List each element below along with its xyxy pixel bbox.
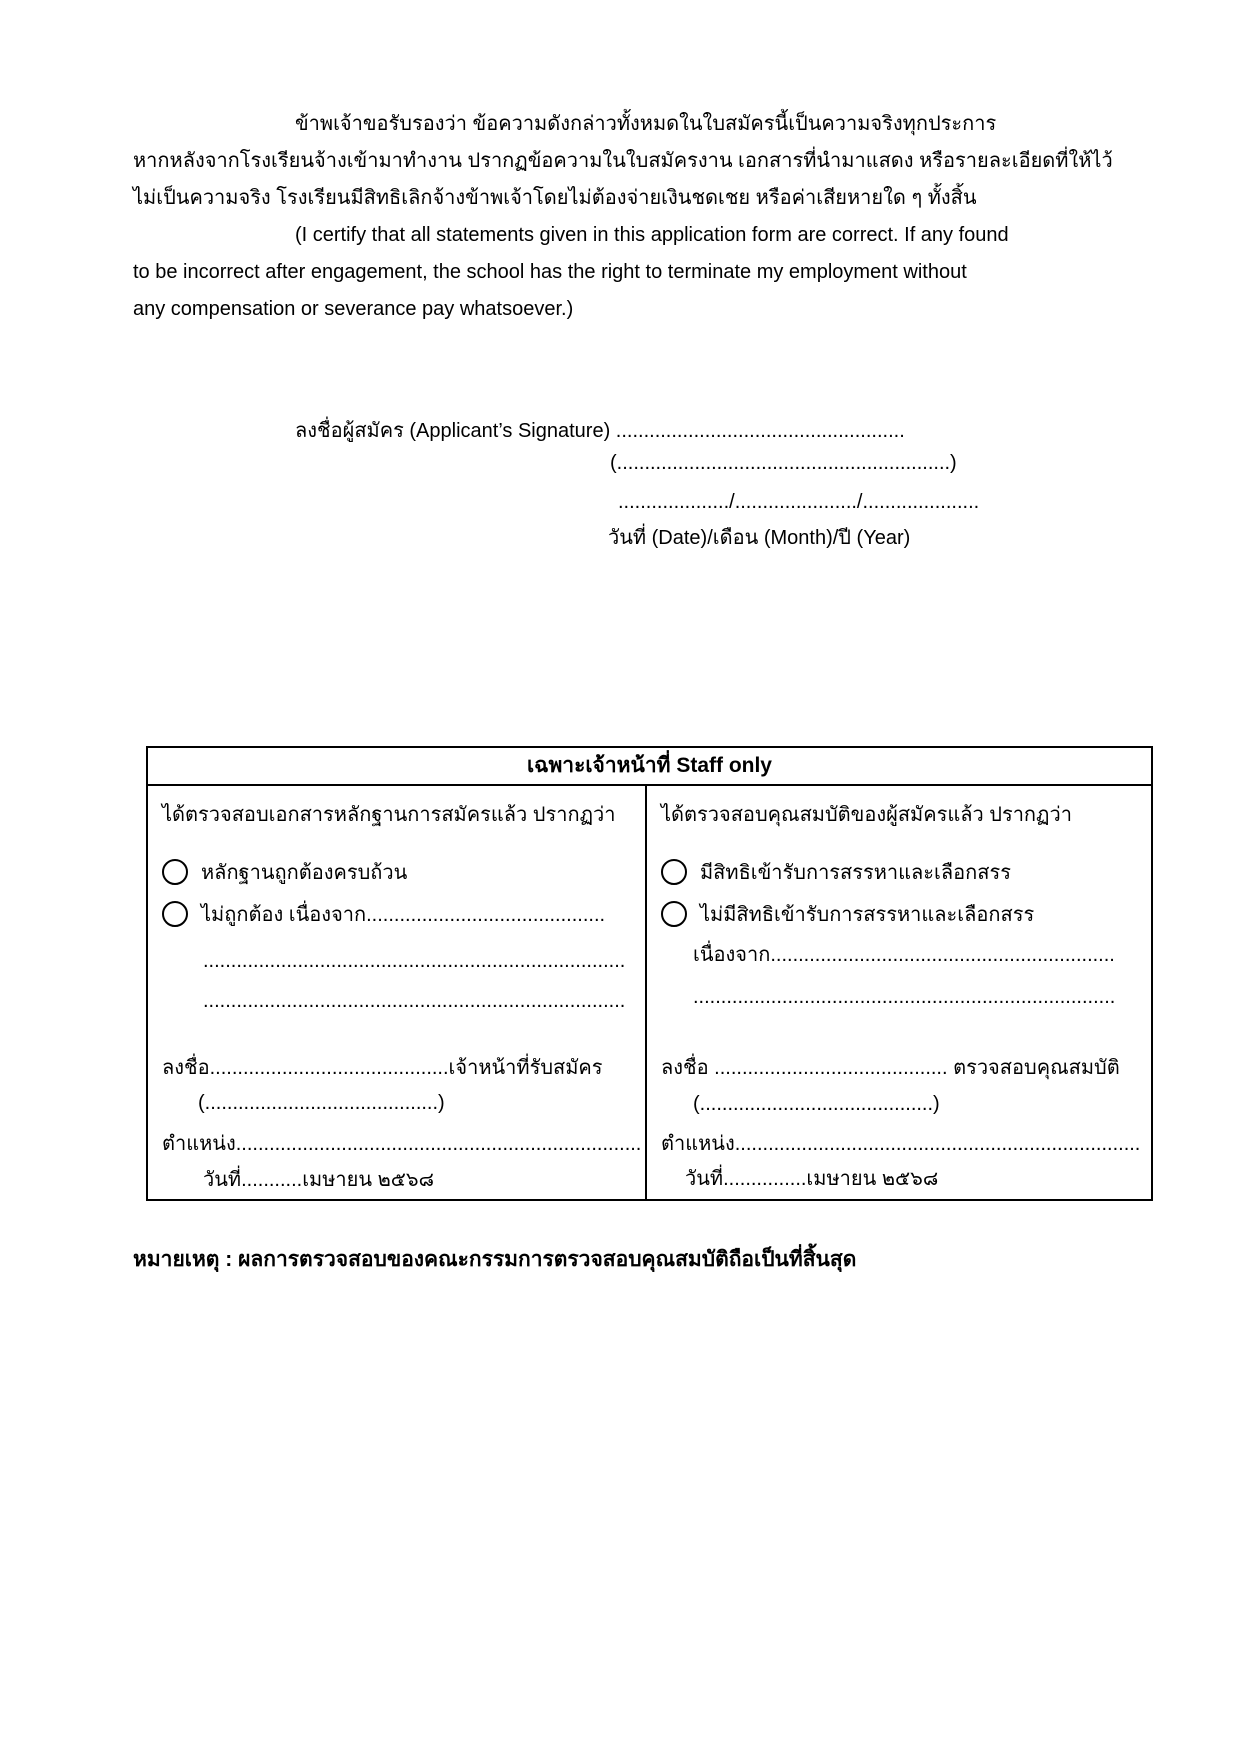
qualification-check-heading: ได้ตรวจสอบคุณสมบัติของผู้สมัครแล้ว ปรากฏว่า — [661, 804, 1072, 826]
certification-english-line2: to be incorrect after engagement, the school has the right to terminate my employment without — [133, 261, 967, 283]
recruiter-position-line: ตำแหน่ง......................................................................... — [162, 1133, 642, 1155]
applicant-signature-line: ลงชื่อผู้สมัคร (Applicant’s Signature) .................................................... — [295, 420, 905, 442]
footer-note: หมายเหตุ : ผลการตรวจสอบของคณะกรรมการตรวจสอบคุณสมบัติถือเป็นที่สิ้นสุด — [133, 1248, 857, 1271]
recruiter-date-line: วันที่...........เมษายน ๒๕๖๘ — [203, 1169, 435, 1191]
radio-evidence-incorrect-icon[interactable] — [162, 901, 188, 927]
option-evidence-incorrect-label: ไม่ถูกต้อง เนื่องจาก........................................... — [201, 904, 606, 926]
staff-only-title: เฉพาะเจ้าหน้าที่ Staff only — [148, 748, 1151, 786]
certification-english-line3: any compensation or severance pay whatsoever.) — [133, 298, 574, 320]
certification-thai-line1: ข้าพเจ้าขอรับรองว่า ข้อความดังกล่าวทั้งหมดในใบสมัครนี้เป็นความจริงทุกประการ — [295, 113, 997, 135]
option-not-eligible-label: ไม่มีสิทธิเข้ารับการสรรหาและเลือกสรร — [700, 904, 1035, 926]
certification-english-line1: (I certify that all statements given in this application form are correct. If any found — [295, 224, 1009, 246]
signature-date-caption: วันที่ (Date)/เดือน (Month)/ปี (Year) — [608, 527, 911, 549]
qualification-checker-signature-line: ลงชื่อ .......................................... ตรวจสอบคุณสมบัติ — [661, 1057, 1120, 1079]
qualification-checker-printed-name-line: (..........................................) — [693, 1093, 940, 1115]
option-eligible — [661, 856, 1011, 888]
certification-thai-line3: ไม่เป็นความจริง โรงเรียนมีสิทธิเลิกจ้างข้าพเจ้าโดยไม่ต้องจ่ายเงินชดเชย หรือค่าเสียหายใด ๆ ทั้งสิ้น — [133, 187, 977, 209]
qualification-checker-date-line: วันที่...............เมษายน ๒๕๖๘ — [685, 1168, 939, 1190]
document-check-heading: ได้ตรวจสอบเอกสารหลักฐานการสมัครแล้ว ปรากฏว่า — [162, 804, 616, 826]
document-check-column — [148, 786, 647, 1199]
reason-fill-line: ............................................................................ — [203, 950, 626, 972]
option-evidence-incorrect — [162, 898, 605, 930]
qualification-check-column — [647, 786, 1151, 1199]
option-evidence-correct — [162, 856, 407, 888]
certification-thai-line2: หากหลังจากโรงเรียนจ้างเข้ามาทำงาน ปรากฏข้อความในใบสมัครงาน เอกสารที่นำมาแสดง หรือรายละเอียดที่ให้ไว้ — [133, 150, 1113, 172]
radio-eligible-icon[interactable] — [661, 859, 687, 885]
signature-date-fill-line: ..................../....................../..................... — [618, 491, 980, 513]
staff-only-section — [146, 746, 1153, 1201]
option-not-eligible — [661, 898, 1034, 930]
certification-statement — [133, 106, 1143, 328]
not-eligible-reason-line: เนื่องจาก.............................................................. — [693, 944, 1115, 966]
recruiter-printed-name-line: (..........................................) — [198, 1092, 445, 1114]
recruiter-signature-line: ลงชื่อ...........................................เจ้าหน้าที่รับสมัคร — [162, 1057, 603, 1079]
radio-not-eligible-icon[interactable] — [661, 901, 687, 927]
applicant-printed-name-line: (............................................................) — [610, 452, 957, 474]
radio-evidence-correct-icon[interactable] — [162, 859, 188, 885]
reason-fill-line: ............................................................................ — [203, 990, 626, 1012]
qualification-checker-position-line: ตำแหน่ง......................................................................... — [661, 1133, 1141, 1155]
option-evidence-correct-label: หลักฐานถูกต้องครบถ้วน — [201, 862, 408, 884]
option-eligible-label: มีสิทธิเข้ารับการสรรหาและเลือกสรร — [700, 862, 1011, 884]
reason-fill-line: ............................................................................ — [693, 986, 1116, 1008]
